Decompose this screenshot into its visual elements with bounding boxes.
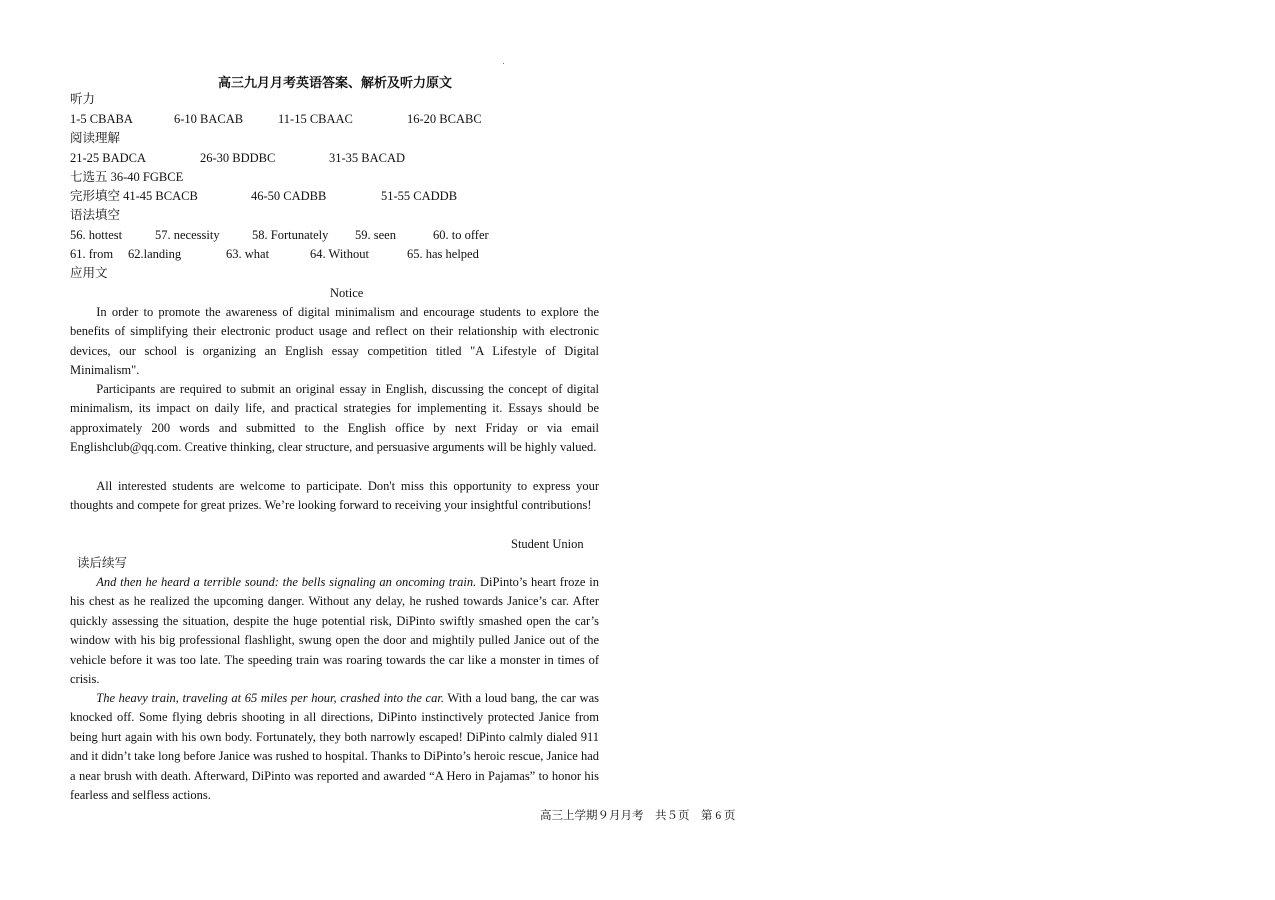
grammar-answer: 64. Without (310, 247, 369, 261)
page-footer (540, 808, 736, 824)
answer-group: 51-55 CADDB (381, 189, 458, 203)
answer-group: 26-30 BDDBC (200, 151, 276, 165)
section-heading-continuation: 读后续写 (77, 556, 128, 570)
notice-paragraph: In order to promote the awareness of digital minimalism and encourage students to explore the benefits of simplifying their electronic product usage and reflect on their relationship with electronic devices, our school is organizing an English essay competition titled "A Lifestyle of Digital Minimalism". (70, 305, 599, 378)
section-heading-listening: 听力 (70, 92, 96, 106)
grammar-answer: 59. seen (355, 228, 396, 242)
grammar-answer: 56. hottest (70, 228, 123, 242)
answer-group: 16-20 BCABC (407, 112, 482, 126)
notice-paragraph: All interested students are welcome to participate. Don't miss this opportunity to express your thoughts and compete for great prizes. We’re looking forward to receiving your insightful contributions! (70, 479, 599, 513)
paragraph-body: DiPinto’s heart froze in his chest as he realized the upcoming danger. Without any delay, he rushed towards Janice’s car. After quickly assessing the situation, despite the huge potential risk, DiPinto swiftly smashed open the car’s window with his big professional flashlight, swung open the door and mightily pulled Janice out of the vehicle before it was too late. The speeding train was roaring towards the car like a monster in times of crisis. (70, 575, 599, 687)
answer-group: 46-50 CADBB (251, 189, 327, 203)
grammar-answer: 58. Fortunately (252, 228, 329, 242)
answer-group: 21-25 BADCA (70, 151, 147, 165)
grammar-answer: 65. has helped (407, 247, 479, 261)
answer-group: 11-15 CBAAC (278, 112, 353, 126)
grammar-answer: 57. necessity (155, 228, 220, 242)
section-heading-writing: 应用文 (70, 266, 108, 280)
answer-group: 1-5 CBABA (70, 112, 133, 126)
notice-title: Notice (330, 286, 364, 300)
section-heading-reading: 阅读理解 (70, 131, 121, 145)
footer-page-number: 第 6 页 (701, 810, 736, 822)
given-opening-sentence: The heavy train, traveling at 65 miles per hour, crashed into the car. (96, 691, 444, 705)
footer-exam-label: 高三上学期９月月考 (540, 810, 644, 822)
section-seven-five: 七选五 36-40 FGBCE (70, 170, 184, 184)
document-title: 高三九月月考英语答案、解析及听力原文 (218, 75, 453, 90)
grammar-answer: 61. from (70, 247, 114, 261)
answer-group: 完形填空 41-45 BCACB (70, 189, 198, 203)
answer-group: 6-10 BACAB (174, 112, 244, 126)
notice-signature: Student Union (511, 537, 584, 551)
footer-total-pages: 共５页 (655, 810, 690, 822)
paragraph-body: With a loud bang, the car was knocked off. Some flying debris shooting in all directions, DiPinto instinctively protected Janice from being hurt again with his own body. Fortunately, they both narrowly escaped! DiPinto calmly dialed 911 and it didn’t take long before Janice was rushed to hospital. Thanks to DiPinto’s heroic rescue, Janice had a near brush with death. Afterward, DiPinto was reported and awarded “A Hero in Pajamas” to honor his fearless and selfless actions. (70, 691, 600, 803)
notice-paragraph: Participants are required to submit an original essay in English, discussing the concept of digital minimalism, its impact on daily life, and practical strategies for implementing it. Essays should be approximately 200 words and submitted to the English office by next Friday or via email Englishclub@qq.com. Creative thinking, clear structure, and persuasive arguments will be highly valued. (70, 382, 599, 455)
section-heading-grammar: 语法填空 (70, 208, 121, 222)
answer-group: 31-35 BACAD (329, 151, 406, 165)
grammar-answer: 62.landing (128, 247, 182, 261)
continuation-paragraph-2 (70, 689, 599, 805)
continuation-paragraph-1 (70, 573, 599, 689)
grammar-answer: 63. what (226, 247, 270, 261)
given-opening-sentence: And then he heard a terrible sound: the bells signaling an oncoming train. (96, 575, 477, 589)
scan-speck (503, 63, 504, 64)
grammar-answer: 60. to offer (433, 228, 489, 242)
